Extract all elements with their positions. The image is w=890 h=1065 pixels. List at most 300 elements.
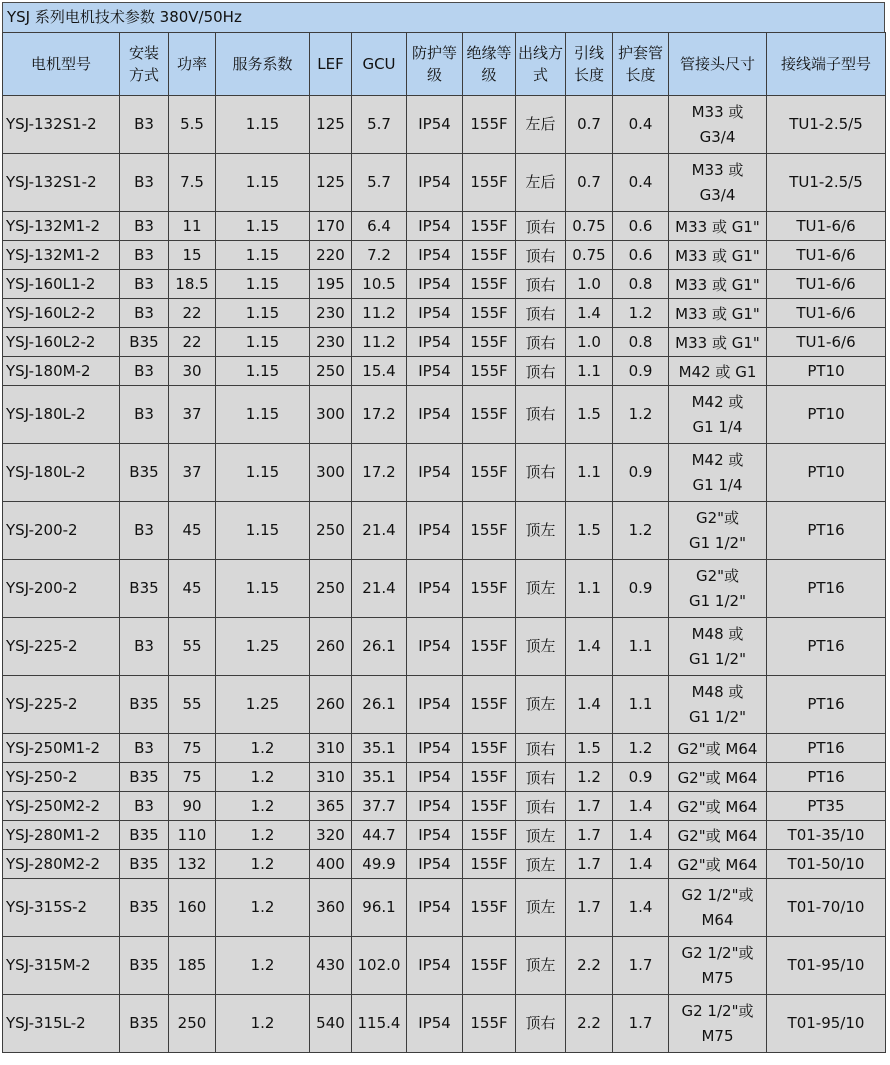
table-cell: 顶左 (516, 676, 566, 734)
table-cell: B35 (120, 763, 169, 792)
table-cell: M42 或 G1 1/4 (669, 386, 767, 444)
table-cell: 49.9 (352, 850, 407, 879)
table-cell: TU1-6/6 (767, 328, 886, 357)
table-cell: 160 (169, 879, 216, 937)
table-row (3, 241, 886, 270)
table-cell: TU1-6/6 (767, 241, 886, 270)
table-cell: 0.9 (613, 763, 669, 792)
table-cell: 1.15 (216, 357, 310, 386)
table-cell: 155F (463, 270, 516, 299)
table-cell: 1.15 (216, 386, 310, 444)
table-cell: 75 (169, 763, 216, 792)
table-cell: IP54 (407, 560, 463, 618)
model-cell: YSJ-180L-2 (3, 444, 120, 502)
table-row (3, 995, 886, 1053)
table-row (3, 560, 886, 618)
table-cell: 1.4 (613, 821, 669, 850)
table-cell: B3 (120, 299, 169, 328)
column-header: 接线端子型号 (767, 33, 886, 96)
table-cell: IP54 (407, 995, 463, 1053)
table-cell: IP54 (407, 618, 463, 676)
table-cell: IP54 (407, 937, 463, 995)
model-cell: YSJ-160L2-2 (3, 299, 120, 328)
table-cell: 左后 (516, 96, 566, 154)
table-cell: B35 (120, 444, 169, 502)
table-cell: T01-50/10 (767, 850, 886, 879)
table-cell: 0.9 (613, 560, 669, 618)
table-cell: B35 (120, 995, 169, 1053)
table-cell: 125 (310, 154, 352, 212)
table-cell: 250 (310, 357, 352, 386)
table-cell: 11.2 (352, 299, 407, 328)
table-cell: 185 (169, 937, 216, 995)
table-cell: 250 (310, 502, 352, 560)
table-cell: 1.7 (613, 937, 669, 995)
table-cell: TU1-6/6 (767, 212, 886, 241)
table-cell: B3 (120, 792, 169, 821)
column-header: 功率 (169, 33, 216, 96)
table-cell: 顶右 (516, 241, 566, 270)
table-row (3, 444, 886, 502)
table-cell: 1.15 (216, 241, 310, 270)
table-cell: 155F (463, 850, 516, 879)
table-cell: 170 (310, 212, 352, 241)
table-cell: M42 或 G1 1/4 (669, 444, 767, 502)
table-cell: M48 或 G1 1/2" (669, 676, 767, 734)
table-cell: 155F (463, 357, 516, 386)
table-cell: 2.2 (566, 937, 613, 995)
table-row (3, 299, 886, 328)
table-cell: 300 (310, 386, 352, 444)
table-cell: IP54 (407, 444, 463, 502)
table-cell: 1.15 (216, 96, 310, 154)
table-cell: 155F (463, 763, 516, 792)
table-cell: 1.25 (216, 618, 310, 676)
table-cell: 1.2 (216, 937, 310, 995)
table-cell: 155F (463, 560, 516, 618)
table-cell: 260 (310, 676, 352, 734)
table-row (3, 96, 886, 154)
column-header: GCU (352, 33, 407, 96)
table-cell: IP54 (407, 763, 463, 792)
table-cell: PT16 (767, 676, 886, 734)
table-cell: 顶左 (516, 560, 566, 618)
table-cell: M33 或 G1" (669, 328, 767, 357)
table-cell: 1.15 (216, 502, 310, 560)
table-row (3, 502, 886, 560)
table-cell: 1.4 (613, 850, 669, 879)
table-cell: IP54 (407, 328, 463, 357)
table-cell: 顶右 (516, 270, 566, 299)
table-cell: 155F (463, 241, 516, 270)
table-cell: B3 (120, 270, 169, 299)
table-cell: 1.2 (613, 734, 669, 763)
table-row (3, 386, 886, 444)
table-cell: B3 (120, 502, 169, 560)
table-cell: PT10 (767, 357, 886, 386)
table-cell: 1.2 (216, 763, 310, 792)
table-cell: 5.5 (169, 96, 216, 154)
table-cell: 230 (310, 328, 352, 357)
table-cell: 45 (169, 560, 216, 618)
column-header: 安装 方式 (120, 33, 169, 96)
table-cell: 顶右 (516, 328, 566, 357)
table-cell: 1.7 (566, 792, 613, 821)
table-cell: 7.5 (169, 154, 216, 212)
table-cell: M33 或 G1" (669, 212, 767, 241)
table-cell: 1.5 (566, 386, 613, 444)
table-cell: 2.2 (566, 995, 613, 1053)
table-cell: 1.2 (216, 995, 310, 1053)
table-cell: IP54 (407, 676, 463, 734)
table-cell: 1.4 (566, 299, 613, 328)
column-header: 防护等 级 (407, 33, 463, 96)
model-cell: YSJ-250-2 (3, 763, 120, 792)
table-row (3, 937, 886, 995)
model-cell: YSJ-250M2-2 (3, 792, 120, 821)
table-cell: T01-95/10 (767, 937, 886, 995)
model-cell: YSJ-132S1-2 (3, 96, 120, 154)
table-cell: G2"或 M64 (669, 734, 767, 763)
table-cell: 1.4 (613, 879, 669, 937)
table-cell: 1.15 (216, 328, 310, 357)
table-cell: 155F (463, 734, 516, 763)
table-cell: 1.0 (566, 328, 613, 357)
table-cell: 0.8 (613, 328, 669, 357)
table-row (3, 676, 886, 734)
table-cell: IP54 (407, 96, 463, 154)
table-cell: 155F (463, 444, 516, 502)
table-cell: 7.2 (352, 241, 407, 270)
table-cell: 顶左 (516, 618, 566, 676)
table-cell: 1.15 (216, 299, 310, 328)
table-cell: G2"或 G1 1/2" (669, 560, 767, 618)
table-cell: 155F (463, 676, 516, 734)
table-cell: 顶右 (516, 995, 566, 1053)
table-row (3, 850, 886, 879)
table-cell: 250 (310, 560, 352, 618)
table-cell: 155F (463, 995, 516, 1053)
table-cell: 0.75 (566, 241, 613, 270)
table-cell: B35 (120, 937, 169, 995)
table-cell: 37 (169, 444, 216, 502)
model-cell: YSJ-225-2 (3, 618, 120, 676)
table-cell: G2"或 M64 (669, 792, 767, 821)
column-header: 出线方 式 (516, 33, 566, 96)
table-cell: IP54 (407, 821, 463, 850)
table-cell: 1.2 (613, 386, 669, 444)
table-cell: 1.7 (566, 850, 613, 879)
table-cell: 1.15 (216, 270, 310, 299)
table-cell: 260 (310, 618, 352, 676)
table-cell: B35 (120, 560, 169, 618)
table-cell: 1.4 (566, 618, 613, 676)
table-cell: PT16 (767, 560, 886, 618)
table-row (3, 792, 886, 821)
table-cell: B3 (120, 241, 169, 270)
model-cell: YSJ-160L2-2 (3, 328, 120, 357)
table-cell: 0.9 (613, 444, 669, 502)
table-cell: 55 (169, 676, 216, 734)
table-cell: 0.6 (613, 212, 669, 241)
table-cell: 5.7 (352, 154, 407, 212)
table-cell: 155F (463, 792, 516, 821)
column-header: 护套管 长度 (613, 33, 669, 96)
table-cell: G2 1/2"或 M75 (669, 995, 767, 1053)
table-cell: 310 (310, 763, 352, 792)
table-cell: 132 (169, 850, 216, 879)
table-cell: 顶左 (516, 821, 566, 850)
table-cell: B3 (120, 357, 169, 386)
table-cell: B3 (120, 154, 169, 212)
table-cell: IP54 (407, 241, 463, 270)
table-cell: 1.2 (613, 299, 669, 328)
table-cell: 155F (463, 821, 516, 850)
table-cell: 540 (310, 995, 352, 1053)
table-cell: 310 (310, 734, 352, 763)
table-cell: 11.2 (352, 328, 407, 357)
table-cell: M33 或 G1" (669, 270, 767, 299)
table-cell: 1.25 (216, 676, 310, 734)
table-cell: 22 (169, 328, 216, 357)
table-cell: 155F (463, 328, 516, 357)
table-cell: 0.4 (613, 96, 669, 154)
table-cell: 155F (463, 154, 516, 212)
table-cell: G2 1/2"或 M64 (669, 879, 767, 937)
table-cell: PT10 (767, 386, 886, 444)
table-cell: 115.4 (352, 995, 407, 1053)
table-cell: 15.4 (352, 357, 407, 386)
table-cell: 75 (169, 734, 216, 763)
table-cell: 1.4 (566, 676, 613, 734)
table-cell: 155F (463, 879, 516, 937)
table-cell: 顶右 (516, 792, 566, 821)
table-cell: 1.1 (566, 357, 613, 386)
table-cell: 1.2 (566, 763, 613, 792)
table-cell: M42 或 G1 (669, 357, 767, 386)
table-cell: 155F (463, 96, 516, 154)
model-cell: YSJ-315M-2 (3, 937, 120, 995)
table-cell: 1.5 (566, 502, 613, 560)
table-cell: B35 (120, 328, 169, 357)
table-cell: IP54 (407, 879, 463, 937)
table-cell: 15 (169, 241, 216, 270)
table-cell: 顶左 (516, 879, 566, 937)
table-cell: G2 1/2"或 M75 (669, 937, 767, 995)
table-row (3, 734, 886, 763)
model-cell: YSJ-200-2 (3, 502, 120, 560)
table-cell: 左后 (516, 154, 566, 212)
table-cell: 195 (310, 270, 352, 299)
table-cell: TU1-2.5/5 (767, 154, 886, 212)
spec-table (2, 32, 886, 1053)
table-cell: 顶右 (516, 444, 566, 502)
table-cell: 1.2 (216, 821, 310, 850)
table-cell: 1.7 (566, 821, 613, 850)
table-cell: G2"或 M64 (669, 821, 767, 850)
table-cell: 1.1 (566, 444, 613, 502)
table-cell: IP54 (407, 299, 463, 328)
column-header: 管接头尺寸 (669, 33, 767, 96)
column-header: 服务系数 (216, 33, 310, 96)
table-cell: M33 或 G1" (669, 299, 767, 328)
table-cell: G2"或 G1 1/2" (669, 502, 767, 560)
table-cell: 155F (463, 502, 516, 560)
table-cell: TU1-6/6 (767, 299, 886, 328)
table-cell: B35 (120, 821, 169, 850)
table-cell: 1.2 (613, 502, 669, 560)
table-cell: 44.7 (352, 821, 407, 850)
table-cell: 21.4 (352, 502, 407, 560)
table-cell: 0.8 (613, 270, 669, 299)
table-cell: 55 (169, 618, 216, 676)
table-cell: 顶右 (516, 357, 566, 386)
table-cell: M33 或 G1" (669, 241, 767, 270)
table-cell: 320 (310, 821, 352, 850)
table-cell: IP54 (407, 212, 463, 241)
model-cell: YSJ-180L-2 (3, 386, 120, 444)
table-cell: 顶左 (516, 850, 566, 879)
column-header: 引线 长度 (566, 33, 613, 96)
table-cell: 35.1 (352, 763, 407, 792)
table-cell: M33 或 G3/4 (669, 154, 767, 212)
table-cell: 0.75 (566, 212, 613, 241)
table-cell: 17.2 (352, 444, 407, 502)
table-cell: PT16 (767, 763, 886, 792)
table-cell: IP54 (407, 792, 463, 821)
table-row (3, 154, 886, 212)
table-cell: 1.2 (216, 879, 310, 937)
table-cell: 300 (310, 444, 352, 502)
table-cell: 0.4 (613, 154, 669, 212)
table-cell: 1.15 (216, 212, 310, 241)
table-cell: B35 (120, 879, 169, 937)
table-cell: 155F (463, 937, 516, 995)
table-row (3, 879, 886, 937)
table-cell: 1.1 (613, 618, 669, 676)
table-cell: 155F (463, 618, 516, 676)
table-cell: 1.1 (566, 560, 613, 618)
table-cell: 顶右 (516, 763, 566, 792)
table-header (3, 33, 886, 96)
table-cell: 1.0 (566, 270, 613, 299)
table-cell: G2"或 M64 (669, 850, 767, 879)
table-cell: 1.7 (566, 879, 613, 937)
table-cell: 1.2 (216, 734, 310, 763)
table-cell: 顶左 (516, 502, 566, 560)
table-cell: 26.1 (352, 676, 407, 734)
table-cell: 1.4 (613, 792, 669, 821)
table-cell: PT16 (767, 618, 886, 676)
model-cell: YSJ-132S1-2 (3, 154, 120, 212)
model-cell: YSJ-250M1-2 (3, 734, 120, 763)
table-cell: M33 或 G3/4 (669, 96, 767, 154)
table-cell: IP54 (407, 154, 463, 212)
table-cell: 17.2 (352, 386, 407, 444)
table-cell: 顶右 (516, 734, 566, 763)
table-cell: 45 (169, 502, 216, 560)
table-row (3, 328, 886, 357)
table-cell: 35.1 (352, 734, 407, 763)
table-cell: 155F (463, 386, 516, 444)
table-row (3, 763, 886, 792)
table-cell: IP54 (407, 270, 463, 299)
table-cell: 400 (310, 850, 352, 879)
header-row (3, 33, 886, 96)
table-cell: 360 (310, 879, 352, 937)
table-row (3, 270, 886, 299)
table-cell: 11 (169, 212, 216, 241)
table-cell: IP54 (407, 502, 463, 560)
table-cell: TU1-6/6 (767, 270, 886, 299)
table-cell: 110 (169, 821, 216, 850)
table-cell: PT16 (767, 502, 886, 560)
table-row (3, 618, 886, 676)
table-cell: 顶右 (516, 386, 566, 444)
model-cell: YSJ-160L1-2 (3, 270, 120, 299)
model-cell: YSJ-315L-2 (3, 995, 120, 1053)
table-cell: 220 (310, 241, 352, 270)
table-cell: 1.2 (216, 792, 310, 821)
table-cell: 21.4 (352, 560, 407, 618)
table-cell: PT16 (767, 734, 886, 763)
table-cell: 1.15 (216, 154, 310, 212)
spec-sheet (2, 2, 885, 1053)
table-cell: 37 (169, 386, 216, 444)
table-cell: 37.7 (352, 792, 407, 821)
table-cell: 18.5 (169, 270, 216, 299)
table-cell: G2"或 M64 (669, 763, 767, 792)
table-cell: T01-70/10 (767, 879, 886, 937)
table-cell: 230 (310, 299, 352, 328)
table-cell: 26.1 (352, 618, 407, 676)
table-cell: 0.6 (613, 241, 669, 270)
table-cell: 96.1 (352, 879, 407, 937)
column-header: LEF (310, 33, 352, 96)
table-title: YSJ 系列电机技术参数 380V/50Hz (2, 2, 885, 32)
model-cell: YSJ-180M-2 (3, 357, 120, 386)
column-header: 电机型号 (3, 33, 120, 96)
table-cell: 155F (463, 299, 516, 328)
table-cell: 5.7 (352, 96, 407, 154)
model-cell: YSJ-280M1-2 (3, 821, 120, 850)
table-cell: 0.9 (613, 357, 669, 386)
table-cell: B3 (120, 734, 169, 763)
table-cell: 1.15 (216, 444, 310, 502)
table-cell: T01-35/10 (767, 821, 886, 850)
table-cell: 250 (169, 995, 216, 1053)
table-cell: 1.1 (613, 676, 669, 734)
table-cell: B3 (120, 618, 169, 676)
table-cell: 1.15 (216, 560, 310, 618)
table-cell: 102.0 (352, 937, 407, 995)
table-row (3, 212, 886, 241)
table-cell: 顶右 (516, 299, 566, 328)
table-cell: 22 (169, 299, 216, 328)
table-cell: 365 (310, 792, 352, 821)
table-cell: 6.4 (352, 212, 407, 241)
table-cell: 顶右 (516, 212, 566, 241)
table-cell: IP54 (407, 357, 463, 386)
table-cell: 1.2 (216, 850, 310, 879)
table-cell: IP54 (407, 734, 463, 763)
table-cell: M48 或 G1 1/2" (669, 618, 767, 676)
table-cell: 125 (310, 96, 352, 154)
table-cell: 1.5 (566, 734, 613, 763)
model-cell: YSJ-225-2 (3, 676, 120, 734)
model-cell: YSJ-315S-2 (3, 879, 120, 937)
model-cell: YSJ-200-2 (3, 560, 120, 618)
